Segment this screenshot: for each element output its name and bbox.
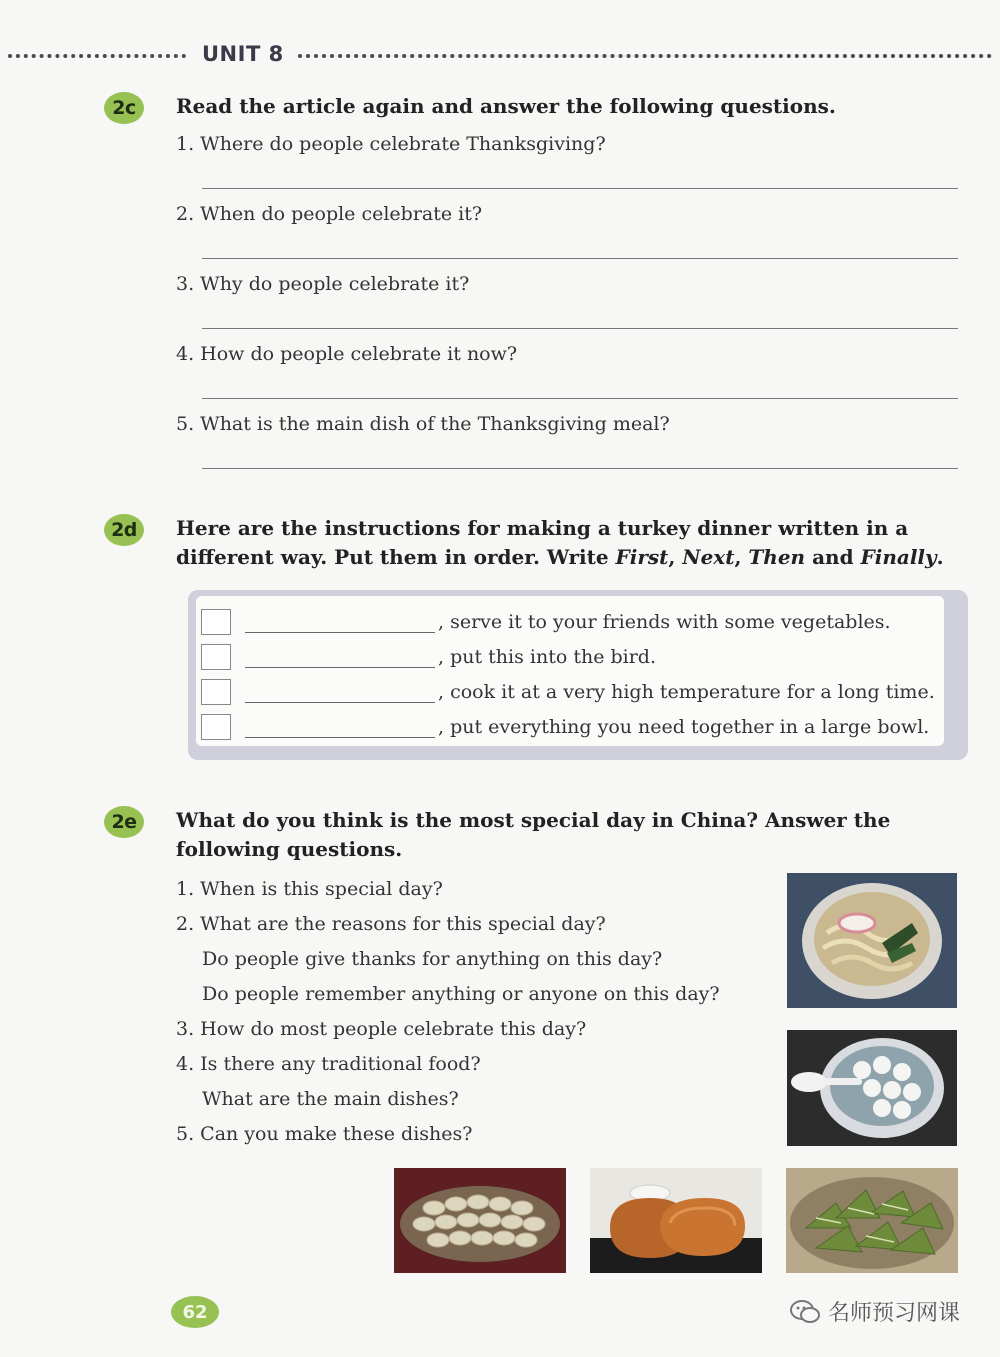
question-2c-5: 5. What is the main dish of the Thanksgiving meal? [176, 413, 670, 435]
tangyuan-photo [787, 1030, 957, 1146]
question-2c-4: 4. How do people celebrate it now? [176, 343, 518, 365]
answer-line-1[interactable] [202, 188, 958, 189]
order-blank-2[interactable] [245, 667, 435, 668]
question-2e-4a: What are the main dishes? [202, 1088, 459, 1110]
instruction-3: , cook it at a very high temperature for a long time. [438, 681, 935, 703]
instruction-4: , put everything you need together in a large bowl. [438, 716, 930, 738]
answer-line-5[interactable] [202, 468, 958, 469]
word-and: and [805, 545, 861, 569]
section-badge-2e: 2e [104, 806, 144, 838]
unit-header [0, 40, 1000, 72]
header-dots-right [298, 54, 992, 58]
period: . [936, 545, 944, 569]
question-2e-2: 2. What are the reasons for this special day? [176, 913, 606, 935]
section-2d-heading-line1: Here are the instructions for making a turkey dinner written in a [176, 516, 909, 540]
question-2c-2: 2. When do people celebrate it? [176, 203, 483, 225]
word-then: Then [748, 545, 806, 569]
order-blank-1[interactable] [245, 632, 435, 633]
answer-line-3[interactable] [202, 328, 958, 329]
question-2c-1: 1. Where do people celebrate Thanksgiving? [176, 133, 606, 155]
question-2e-5: 5. Can you make these dishes? [176, 1123, 473, 1145]
order-checkbox-4[interactable] [201, 714, 231, 740]
watermark [790, 1296, 960, 1327]
order-blank-3[interactable] [245, 702, 435, 703]
section-2d-heading-line2 [176, 543, 944, 572]
order-checkbox-1[interactable] [201, 609, 231, 635]
question-2e-3: 3. How do most people celebrate this day? [176, 1018, 587, 1040]
heading-2d-text: different way. Put them in order. Write [176, 545, 616, 569]
answer-line-2[interactable] [202, 258, 958, 259]
question-2e-2a: Do people give thanks for anything on this day? [202, 948, 663, 970]
comma-2: , [734, 545, 749, 569]
order-checkbox-3[interactable] [201, 679, 231, 705]
question-2e-1: 1. When is this special day? [176, 878, 443, 900]
section-2e-heading-line2: following questions. [176, 837, 403, 861]
section-2e-heading-line1: What do you think is the most special day in China? Answer the [176, 808, 891, 832]
word-first: First [615, 545, 669, 569]
word-finally: Finally [860, 545, 937, 569]
question-2e-2b: Do people remember anything or anyone on this day? [202, 983, 720, 1005]
zongzi-photo [786, 1168, 958, 1273]
section-badge-2d: 2d [104, 514, 144, 546]
question-2c-3: 3. Why do people celebrate it? [176, 273, 470, 295]
noodles-photo [787, 873, 957, 1008]
wechat-icon [790, 1299, 820, 1325]
header-dots-left [8, 54, 186, 58]
instruction-1: , serve it to your friends with some vegetables. [438, 611, 891, 633]
section-2c-heading: Read the article again and answer the following questions. [176, 94, 836, 118]
answer-line-4[interactable] [202, 398, 958, 399]
unit-title: UNIT 8 [202, 42, 284, 66]
order-checkbox-2[interactable] [201, 644, 231, 670]
mooncake-photo [590, 1168, 762, 1273]
watermark-text: 名师预习网课 [828, 1301, 961, 1326]
page-number: 62 [171, 1296, 219, 1328]
section-badge-2c: 2c [104, 92, 144, 124]
word-next: Next [682, 545, 735, 569]
question-2e-4: 4. Is there any traditional food? [176, 1053, 481, 1075]
comma-1: , [668, 545, 683, 569]
instruction-2: , put this into the bird. [438, 646, 656, 668]
dumplings-photo [394, 1168, 566, 1273]
order-blank-4[interactable] [245, 737, 435, 738]
